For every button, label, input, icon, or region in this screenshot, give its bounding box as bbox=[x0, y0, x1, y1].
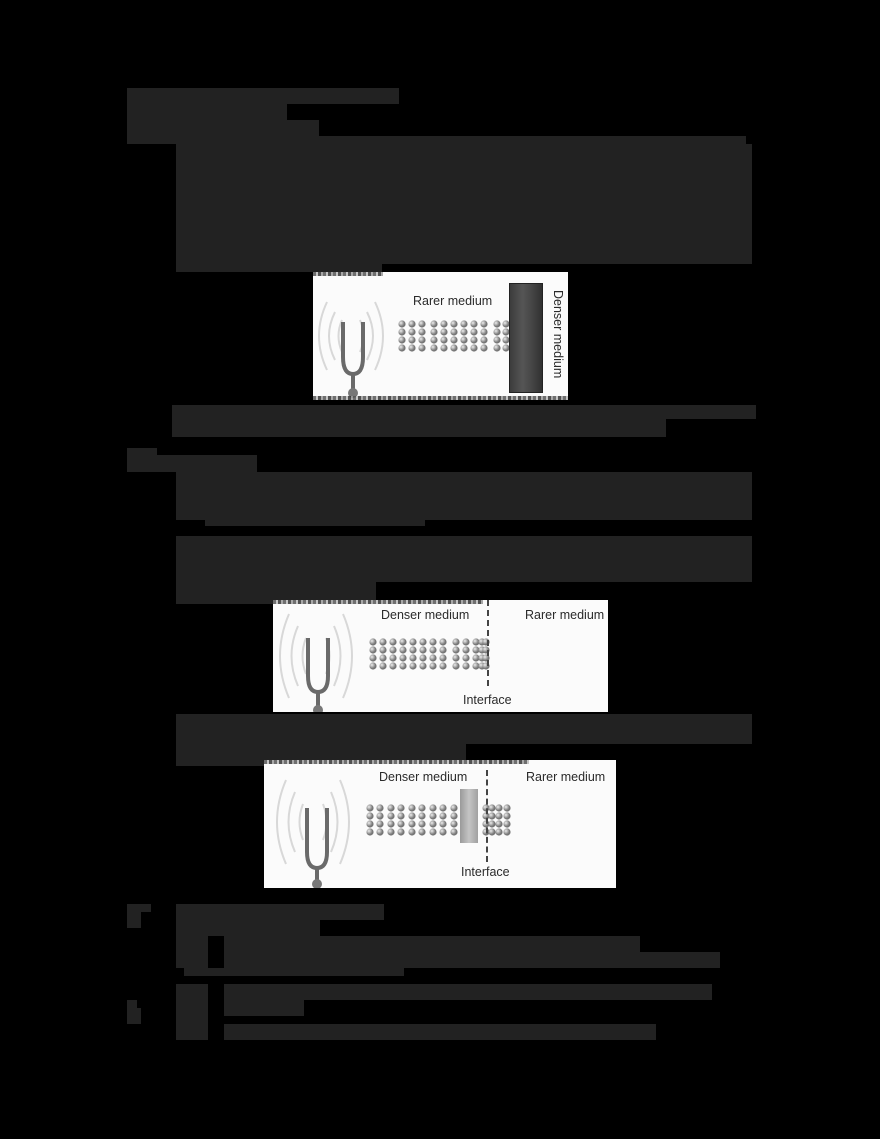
tuning-fork-icon bbox=[333, 312, 373, 400]
label-rarer-medium: Rarer medium bbox=[526, 770, 606, 784]
interface-dashed-line bbox=[486, 770, 488, 862]
air-particle-dots bbox=[369, 637, 494, 677]
figure-reflection-from-denser-medium bbox=[313, 272, 568, 400]
label-rarer-medium: Rarer medium bbox=[525, 608, 605, 622]
denser-medium-wall bbox=[509, 283, 543, 393]
label-denser-medium: Denser medium bbox=[551, 290, 565, 379]
label-denser-medium: Denser medium bbox=[381, 608, 470, 622]
tuning-fork-icon bbox=[297, 804, 337, 888]
label-denser-medium: Denser medium bbox=[379, 770, 468, 784]
label-interface: Interface bbox=[463, 693, 512, 707]
figure-denser-to-rarer bbox=[273, 600, 608, 712]
interface-dashed-line bbox=[487, 600, 489, 686]
label-rarer-medium: Rarer medium bbox=[413, 294, 493, 308]
label-interface: Interface bbox=[461, 865, 510, 879]
figure-denser-to-rarer-with-barrier bbox=[264, 760, 616, 888]
compression-barrier bbox=[460, 789, 478, 843]
tuning-fork-icon bbox=[298, 634, 338, 712]
